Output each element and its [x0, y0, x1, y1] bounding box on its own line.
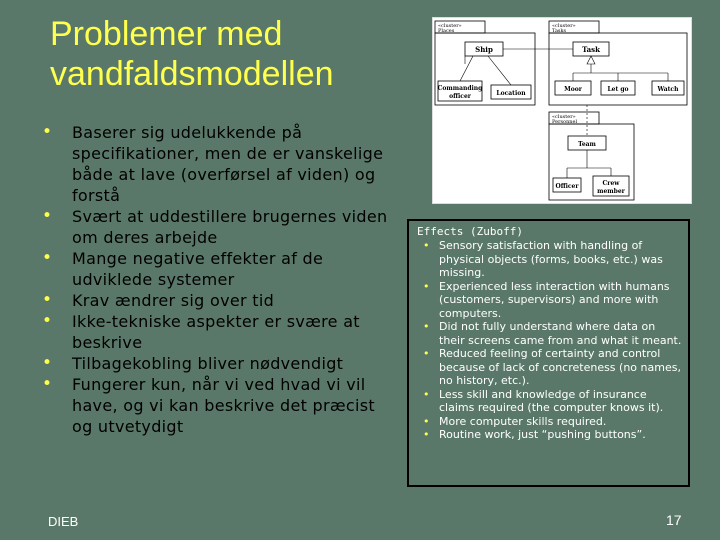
svg-text:«cluster»: «cluster»	[552, 23, 576, 29]
effect-item	[417, 415, 682, 429]
effect-text: Did not fully understand where data on their screens came from and what it meant.	[439, 320, 682, 347]
bullet-item	[42, 206, 392, 248]
uml-class-diagram	[432, 17, 692, 204]
svg-text:Moor: Moor	[564, 86, 582, 93]
effects-heading: Effects (Zuboff)	[417, 225, 523, 238]
effects-list	[417, 239, 682, 442]
bullet-text: Tilbagekobling bliver nødvendigt	[72, 354, 344, 373]
bullet-item	[42, 374, 392, 437]
bullet-text: Fungerer kun, når vi ved hvad vi vil have, og vi kan beskrive det præcist og utvetydigt	[72, 375, 375, 436]
page-number: 17	[666, 512, 682, 528]
bullet-dot-icon: •	[423, 387, 430, 401]
effect-text: Sensory satisfaction with handling of physical objects (forms, books, etc.) was missing.	[439, 239, 663, 279]
svg-text:Location: Location	[496, 90, 526, 97]
bullet-item	[42, 122, 392, 206]
effect-item	[417, 388, 682, 415]
bullet-item	[42, 353, 392, 374]
bullet-dot-icon: •	[423, 239, 430, 252]
effect-item	[417, 428, 682, 442]
svg-text:Places: Places	[438, 28, 455, 34]
bullet-dot-icon: •	[423, 414, 430, 428]
svg-text:Team: Team	[578, 141, 596, 148]
bullet-dot-icon: •	[42, 122, 53, 142]
bullet-dot-icon: •	[423, 320, 430, 333]
bullet-dot-icon: •	[423, 279, 430, 293]
svg-text:Ship: Ship	[475, 45, 493, 54]
effect-item	[417, 280, 682, 321]
svg-text:Personnel: Personnel	[552, 119, 578, 125]
slide-title: Problemer med vandfaldsmodellen	[50, 15, 334, 93]
effects-box	[407, 219, 690, 487]
bullet-item	[42, 290, 392, 311]
svg-text:Officer: Officer	[555, 183, 579, 190]
effect-item	[417, 320, 682, 347]
effect-item	[417, 347, 682, 388]
bullet-text: Mange negative effekter af de udviklede systemer	[72, 249, 324, 289]
bullet-dot-icon: •	[42, 248, 53, 268]
effect-text: More computer skills required.	[439, 414, 607, 428]
effect-item	[417, 239, 682, 280]
bullet-text: Baserer sig udelukkende på specifikationer, men de er vanskelige både at lave (overførsel af viden) og forstå	[72, 123, 384, 205]
footer-label: DIEB	[48, 514, 79, 529]
bullet-item	[42, 248, 392, 290]
effect-text: Experienced less interaction with humans (customers, supervisors) and more with computers.	[439, 279, 670, 320]
svg-text:member: member	[597, 188, 625, 195]
bullet-text: Svært at uddestillere brugernes viden om deres arbejde	[72, 207, 388, 247]
svg-text:Let go: Let go	[607, 86, 629, 93]
bullet-dot-icon: •	[42, 353, 53, 373]
bullet-dot-icon: •	[423, 347, 430, 360]
bullet-dot-icon: •	[42, 206, 53, 226]
bullet-text: Krav ændrer sig over tid	[72, 291, 275, 310]
svg-text:«cluster»: «cluster»	[552, 114, 576, 120]
bullet-dot-icon: •	[42, 311, 53, 331]
svg-text:Task: Task	[582, 45, 600, 54]
svg-text:Watch: Watch	[657, 86, 679, 93]
effect-text: Reduced feeling of certainty and control because of lack of concreteness (no names, no history, etc.).	[439, 347, 681, 387]
bullet-dot-icon: •	[42, 290, 53, 310]
svg-text:officer: officer	[449, 93, 471, 100]
bullet-dot-icon: •	[42, 374, 53, 394]
effect-text: Less skill and knowledge of insurance claims required (the computer knows it).	[439, 387, 664, 414]
places-package-label: «cluster»	[438, 23, 462, 29]
svg-text:Commanding: Commanding	[437, 85, 483, 92]
svg-text:Tasks: Tasks	[552, 28, 567, 34]
bullet-text: Ikke-tekniske aspekter er svære at beskrive	[72, 312, 360, 352]
svg-text:Crew: Crew	[602, 180, 620, 187]
bullet-dot-icon: •	[423, 428, 430, 441]
bullet-list	[42, 122, 392, 437]
effect-text: Routine work, just “pushing buttons”.	[439, 428, 646, 441]
bullet-item	[42, 311, 392, 353]
